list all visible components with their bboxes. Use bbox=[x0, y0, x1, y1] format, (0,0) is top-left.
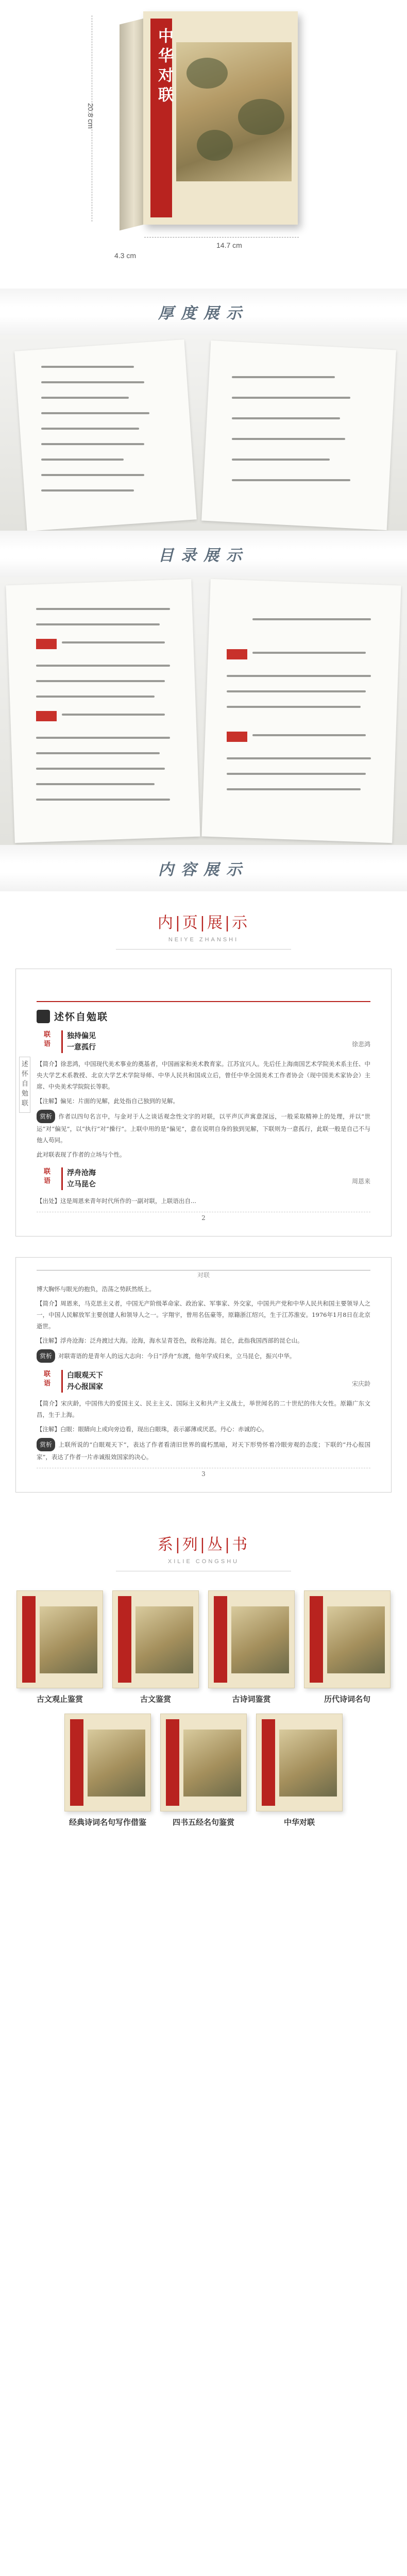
series-book[interactable] bbox=[208, 1590, 295, 1704]
thickness-photo bbox=[0, 335, 407, 531]
series-book[interactable] bbox=[160, 1714, 247, 1827]
page-number: 3 bbox=[37, 1468, 370, 1478]
book-cover-thumbnail bbox=[16, 1590, 103, 1688]
book-name: 四书五经名句鉴赏 bbox=[172, 1818, 234, 1827]
inner-page-sheet-1 bbox=[15, 969, 392, 1236]
section-title-toc-text: 目录展示 bbox=[158, 547, 249, 565]
book-name: 古文鉴赏 bbox=[140, 1694, 171, 1704]
couplet-label: 联语 bbox=[44, 1168, 51, 1185]
width-dimension-line bbox=[144, 237, 299, 238]
couplet-line-upper: 白眼观天下 bbox=[67, 1371, 103, 1380]
inner-page-subtitle: NEIYE ZHANSHI bbox=[168, 937, 239, 943]
width-dimension: 14.7 cm bbox=[216, 241, 242, 249]
series-subtitle: XILIE CONGSHU bbox=[167, 1558, 240, 1565]
cover-title: 中华对联 bbox=[155, 28, 173, 106]
appreciation-text: 上联所说的“白眼观天下”，表达了作者看清旧世界的腐朽黑暗，对天下形势怀着冷眼旁观的态度；下联的“丹心报国家”，表达了作者一片赤诚报效国家的决心。 bbox=[37, 1441, 370, 1461]
book-cover-thumbnail bbox=[304, 1590, 391, 1688]
series-book[interactable] bbox=[64, 1714, 151, 1827]
couplet-author: 周恩来 bbox=[351, 1178, 370, 1185]
paragraph-continued: 博大胸怀与眼光的抱负，浩荡之势跃然纸上。 bbox=[37, 1285, 155, 1293]
book-cover-thumbnail bbox=[256, 1714, 343, 1811]
cover-title-band bbox=[150, 19, 172, 217]
couplet-line-upper: 浮舟沧海 bbox=[67, 1169, 96, 1177]
height-dimension: 20.8 cm bbox=[87, 103, 95, 129]
paragraph-source: 【出处】这是周恩来青年时代所作的一副对联，上联语出自... bbox=[37, 1197, 196, 1205]
section-title-thickness bbox=[0, 289, 407, 335]
paragraph-appreciation bbox=[37, 1110, 370, 1146]
book-cover-thumbnail bbox=[160, 1714, 247, 1811]
paragraph-appreciation bbox=[37, 1438, 370, 1463]
paragraph-note: 【注解】浮舟沧海：泛舟渡过大海。沧海，海水呈青苍色，故称沧海。昆仑，此指我国西部的昆仑山。 bbox=[37, 1337, 303, 1344]
couplet-line-lower: 一意孤行 bbox=[67, 1043, 96, 1052]
page-number: 2 bbox=[37, 1212, 370, 1222]
hero-book-section bbox=[0, 0, 407, 289]
inner-page-heading bbox=[0, 891, 407, 969]
couplet-line-lower: 立马昆仑 bbox=[67, 1180, 96, 1189]
depth-dimension: 4.3 cm bbox=[114, 251, 137, 260]
book-cover-thumbnail bbox=[208, 1590, 295, 1688]
section-title-content-text: 内容展示 bbox=[158, 861, 249, 879]
series-book[interactable] bbox=[112, 1590, 199, 1704]
series-heading bbox=[0, 1513, 407, 1590]
toc-photo bbox=[0, 577, 407, 845]
couplet-author: 宋庆龄 bbox=[351, 1380, 370, 1387]
side-tag: 述怀自勉联 bbox=[19, 1057, 30, 1113]
section-title-thickness-text: 厚度展示 bbox=[158, 304, 249, 323]
section-title-content bbox=[0, 845, 407, 891]
inner-page-title: 内|页|展|示 bbox=[157, 914, 250, 932]
book-name: 中华对联 bbox=[283, 1818, 315, 1827]
couplet-line-upper: 独持偏见 bbox=[67, 1032, 96, 1040]
paragraph-intro: 【简介】周恩来，马克思主义者，中国无产阶级革命家、政治家、军事家、外交家，中国共产党和中华人民共和国主要领导人之一，中国人民解放军主要创建人和领导人之一。字翔宇，曾用名伍豪等，原籍浙江绍兴，生于江苏淮安。1976年1月8日在北京逝世。 bbox=[37, 1300, 370, 1330]
book-name: 经典诗词名句写作借鉴 bbox=[69, 1818, 146, 1827]
series-book[interactable] bbox=[256, 1714, 343, 1827]
paragraph-appreciation bbox=[37, 1349, 370, 1363]
series-book[interactable] bbox=[16, 1590, 103, 1704]
book-name: 古文观止鉴赏 bbox=[36, 1694, 83, 1704]
paragraph-summary: 此对联表现了作者的立场与个性。 bbox=[37, 1151, 126, 1158]
sheet-header: 对联 bbox=[37, 1270, 370, 1283]
book-cover-thumbnail bbox=[112, 1590, 199, 1688]
appreciation-text: 对联寄语的是青年人的远大志向：今日“浮舟”东渡，他年学成归来，立马昆仑，振兴中华。 bbox=[58, 1352, 296, 1360]
couplet-1 bbox=[44, 1030, 370, 1053]
paragraph-note: 【注解】偏见：片面的见解，此处指自己独到的见解。 bbox=[37, 1097, 179, 1105]
book-image bbox=[120, 11, 307, 233]
book-cover-thumbnail bbox=[64, 1714, 151, 1811]
couplet-label: 联语 bbox=[44, 1031, 51, 1048]
seal-icon bbox=[37, 1010, 50, 1023]
book-name: 历代诗词名句 bbox=[324, 1694, 370, 1704]
couplet-label: 联语 bbox=[44, 1370, 51, 1387]
paragraph-note: 【注解】白眼：眼睛向上或向旁边看，现出白眼珠，表示鄙薄或厌恶。丹心：赤诚的心。 bbox=[37, 1426, 268, 1433]
appreciation-icon: 赏析 bbox=[37, 1110, 55, 1123]
paragraph-intro: 【简介】宋庆龄，中国伟大的爱国主义、民主主义、国际主义和共产主义战士，举世闻名的二十世纪的伟大女性。原籍广东文昌，生于上海。 bbox=[37, 1400, 370, 1418]
topic-title: 述怀自勉联 bbox=[54, 1011, 109, 1023]
inner-page-sheet-2 bbox=[15, 1257, 392, 1493]
couplet-line-lower: 丹心报国家 bbox=[67, 1383, 103, 1391]
appreciation-icon: 赏析 bbox=[37, 1438, 55, 1451]
section-title-toc bbox=[0, 531, 407, 577]
series-title: 系|列|丛|书 bbox=[157, 1536, 250, 1554]
couplet-2 bbox=[44, 1167, 370, 1190]
cover-painting bbox=[176, 42, 292, 181]
appreciation-icon: 赏析 bbox=[37, 1349, 55, 1363]
series-book[interactable] bbox=[304, 1590, 391, 1704]
book-spine bbox=[120, 19, 143, 230]
couplet-author: 徐悲鸿 bbox=[351, 1041, 370, 1048]
series-book-grid bbox=[0, 1590, 407, 1827]
book-name: 古诗词鉴赏 bbox=[232, 1694, 271, 1704]
couplet-3 bbox=[44, 1370, 370, 1393]
book-cover bbox=[143, 11, 298, 225]
appreciation-text: 作者以四句名言中，与金对于人之谈话观念性文字的对联，以平声仄声寓意深远，一般采取精神上的处理，并以“世运”对“偏见”，以“执行”对“操行”。上联中用的是“偏见”，意在说明自身的独到见解，下联则为一意孤行，此联一般是自己不与他人苟同。 bbox=[37, 1113, 370, 1144]
paragraph-intro: 【简介】徐悲鸿，中国现代美术事业的奠基者，中国画家和美术教育家。江苏宜兴人。先后任上海南国艺术学院美术系主任、中央大学艺术系教授、北京大学艺术学院导师、中华人民共和国成立后，曾任中华全国美术工作者协会（现中国美术家协会）主席、中央美术学院院长等职。 bbox=[37, 1060, 370, 1090]
topic-heading bbox=[37, 1009, 370, 1023]
